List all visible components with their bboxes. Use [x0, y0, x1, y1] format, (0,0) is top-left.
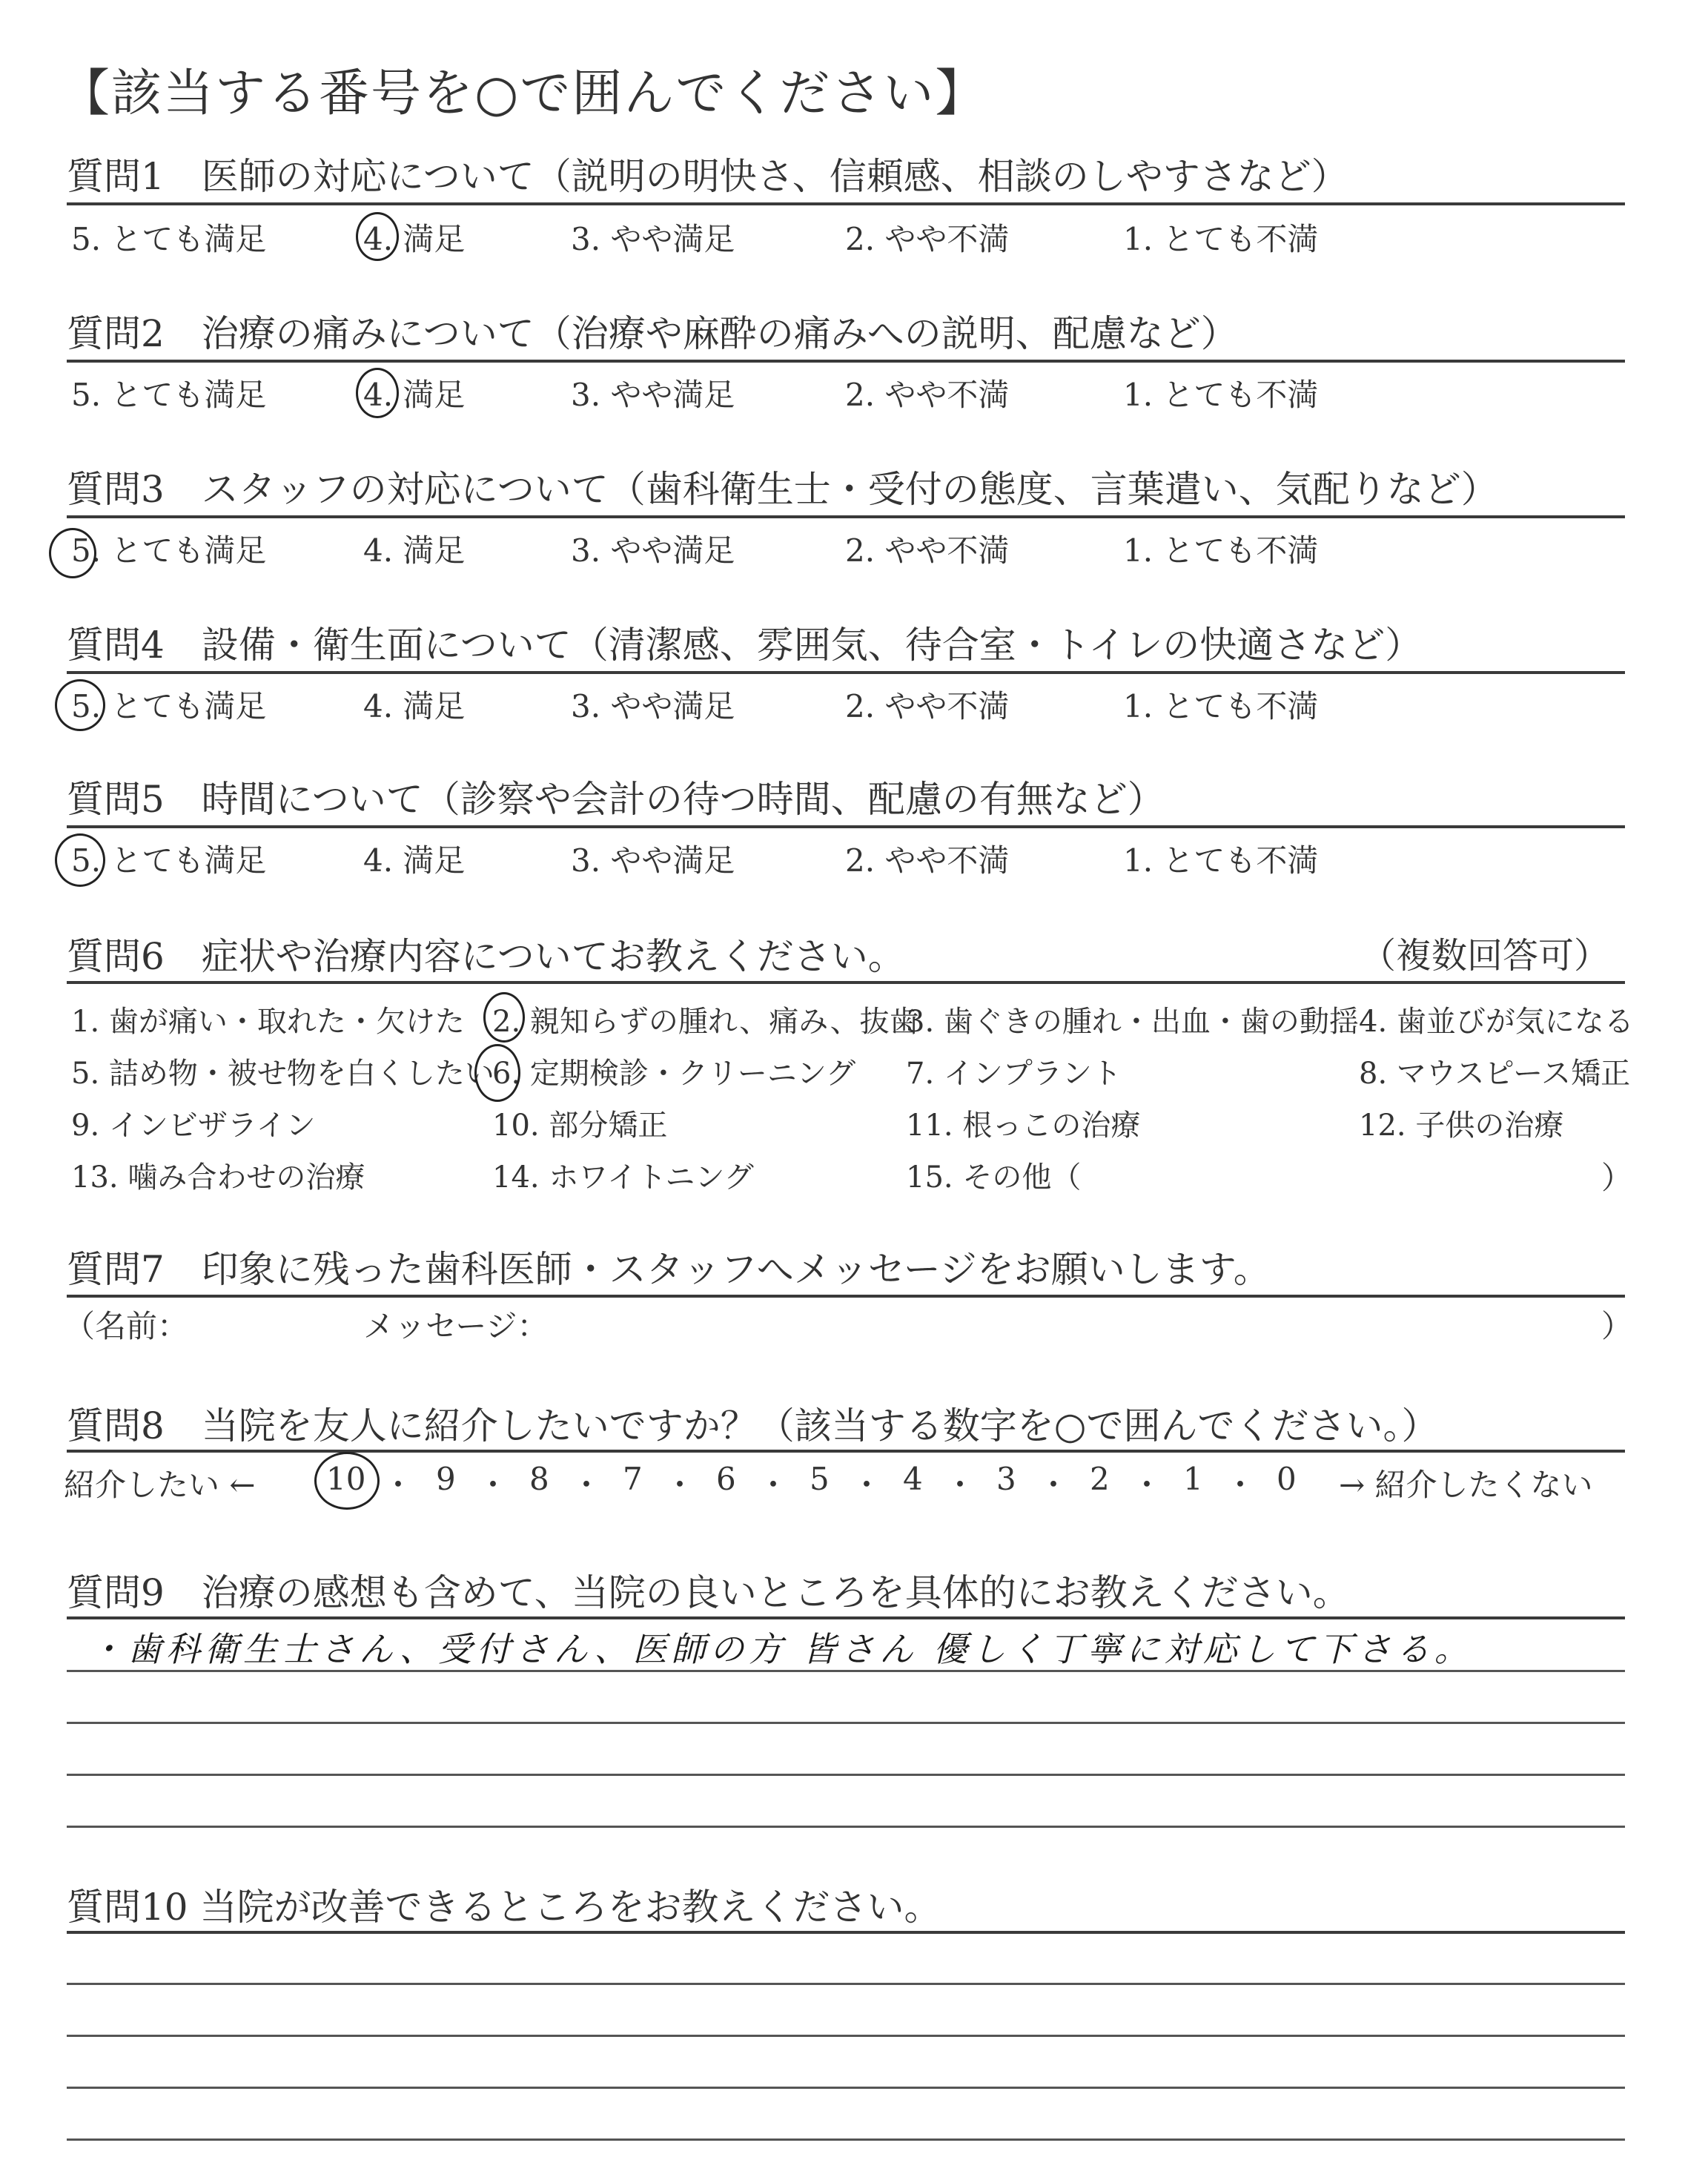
- q2-option-4[interactable]: 4. 満足: [363, 377, 466, 413]
- question-6-rule: [67, 981, 1625, 984]
- q6-option-5[interactable]: 5. 詰め物・被せ物を白くしたい: [71, 1057, 494, 1091]
- q8-sep: ・: [664, 1467, 696, 1503]
- q6-option-1[interactable]: 1. 歯が痛い・取れた・欠けた: [71, 1005, 465, 1039]
- q8-value-3[interactable]: 3: [996, 1461, 1016, 1497]
- q3-option-4[interactable]: 4. 満足: [363, 532, 466, 569]
- q1-option-4[interactable]: 4. 満足: [363, 221, 466, 257]
- instruction-heading: 【該当する番号を○で囲んでください】: [59, 65, 987, 123]
- q8-sep: ・: [944, 1467, 976, 1503]
- q4-option-3[interactable]: 3. やや満足: [571, 688, 735, 724]
- question-4-rule: [67, 671, 1625, 674]
- q3-option-3[interactable]: 3. やや満足: [571, 532, 735, 569]
- q8-sep: ・: [851, 1467, 883, 1503]
- q7-name-label: （名前：: [64, 1308, 189, 1344]
- q7-close-paren: ）: [1601, 1308, 1633, 1344]
- q8-value-6[interactable]: 6: [716, 1461, 736, 1497]
- q10-writing-line: [67, 2138, 1625, 2141]
- q7-message-label: メッセージ：: [363, 1308, 549, 1344]
- q8-value-4[interactable]: 4: [903, 1461, 923, 1497]
- q3-option-5[interactable]: 5. とても満足: [71, 532, 267, 569]
- q8-sep: ・: [758, 1467, 790, 1503]
- q10-writing-line: [67, 2035, 1625, 2037]
- q8-value-8[interactable]: 8: [529, 1461, 549, 1497]
- question-8-rule: [67, 1450, 1625, 1453]
- question-6-title: 質問6 症状や治療内容についてお教えください。: [67, 935, 905, 978]
- q8-value-7[interactable]: 7: [623, 1461, 643, 1497]
- q8-value-0[interactable]: 0: [1277, 1461, 1297, 1497]
- q8-sep: ・: [383, 1467, 414, 1503]
- q8-answer-circle: [314, 1452, 380, 1510]
- q4-option-4[interactable]: 4. 満足: [363, 688, 466, 724]
- question-8-title: 質問8 当院を友人に紹介したいですか？（該当する数字を○で囲んでください。）: [67, 1404, 1439, 1447]
- q8-value-9[interactable]: 9: [436, 1461, 456, 1497]
- q6-option-3[interactable]: 3. 歯ぐきの腫れ・出血・歯の動揺: [906, 1005, 1359, 1039]
- question-5-title: 質問5 時間について（診察や会計の待つ時間、配慮の有無など）: [67, 778, 1165, 821]
- q6-option-7[interactable]: 7. インプラント: [906, 1057, 1122, 1091]
- question-7-rule: [67, 1295, 1625, 1298]
- q6-option-15[interactable]: 15. その他（: [906, 1160, 1082, 1195]
- q2-option-3[interactable]: 3. やや満足: [571, 377, 735, 413]
- q1-option-3[interactable]: 3. やや満足: [571, 221, 735, 257]
- question-3-title: 質問3 スタッフの対応について（歯科衛生士・受付の態度、言葉遣い、気配りなど）: [67, 468, 1498, 511]
- q6-multiple-note: （複数回答可）: [1360, 935, 1610, 977]
- question-1-rule: [67, 202, 1625, 205]
- q8-sep: ・: [1038, 1467, 1070, 1503]
- q6-option-6[interactable]: 6. 定期検診・クリーニング: [492, 1057, 856, 1091]
- q6-answer-circle-2: [483, 992, 525, 1043]
- q6-option-10[interactable]: 10. 部分矯正: [492, 1109, 668, 1143]
- q6-option-14[interactable]: 14. ホワイトニング: [492, 1160, 754, 1195]
- question-10-title: 質問10 当院が改善できるところをお教えください。: [67, 1886, 941, 1929]
- q2-option-1[interactable]: 1. とても不満: [1123, 377, 1319, 413]
- q4-answer-circle: [55, 679, 105, 731]
- question-4-title: 質問4 設備・衛生面について（清潔感、雰囲気、待合室・トイレの快適さなど）: [67, 624, 1423, 667]
- q1-option-1[interactable]: 1. とても不満: [1123, 221, 1319, 257]
- q9-writing-line: [67, 1774, 1625, 1776]
- q1-option-2[interactable]: 2. やや不満: [845, 221, 1010, 257]
- q10-writing-line: [67, 1983, 1625, 1985]
- q2-option-2[interactable]: 2. やや不満: [845, 377, 1010, 413]
- q5-option-3[interactable]: 3. やや満足: [571, 842, 735, 879]
- q8-sep: ・: [477, 1467, 509, 1503]
- q6-other-close-paren: ）: [1601, 1160, 1633, 1196]
- q5-option-1[interactable]: 1. とても不満: [1123, 842, 1319, 879]
- q6-option-4[interactable]: 4. 歯並びが気になる: [1359, 1005, 1634, 1039]
- q9-writing-line: [67, 1826, 1625, 1828]
- q3-option-1[interactable]: 1. とても不満: [1123, 532, 1319, 569]
- q6-option-12[interactable]: 12. 子供の治療: [1359, 1109, 1564, 1143]
- q10-writing-line: [67, 2087, 1625, 2089]
- q5-answer-circle: [55, 833, 105, 887]
- question-9-rule: [67, 1616, 1625, 1619]
- q6-option-13[interactable]: 13. 噛み合わせの治療: [71, 1160, 365, 1195]
- q6-option-8[interactable]: 8. マウスピース矯正: [1359, 1057, 1631, 1091]
- q8-sep: ・: [1131, 1467, 1163, 1503]
- q5-option-2[interactable]: 2. やや不満: [845, 842, 1010, 879]
- question-2-rule: [67, 360, 1625, 363]
- question-5-rule: [67, 825, 1625, 828]
- q9-handwritten-answer: ・歯科衛生士さん、受付さん、医師の方 皆さん 優しく丁寧に対応して下さる。: [89, 1629, 1473, 1669]
- q8-value-10[interactable]: 10: [326, 1461, 366, 1497]
- q6-option-2[interactable]: 2. 親知らずの腫れ、痛み、抜歯: [492, 1005, 919, 1039]
- q6-answer-circle-6: [474, 1044, 520, 1102]
- question-2-title: 質問2 治療の痛みについて（治療や麻酔の痛みへの説明、配慮など）: [67, 312, 1238, 355]
- q5-option-5[interactable]: 5. とても満足: [71, 842, 267, 879]
- q3-answer-circle: [49, 528, 96, 578]
- q6-option-9[interactable]: 9. インビザライン: [71, 1109, 316, 1143]
- question-1-title: 質問1 医師の対応について（説明の明快さ、信頼感、相談のしやすさなど）: [67, 155, 1348, 198]
- q1-option-5[interactable]: 5. とても満足: [71, 221, 267, 257]
- q8-left-label: 紹介したい ←: [64, 1467, 256, 1503]
- q3-option-2[interactable]: 2. やや不満: [845, 532, 1010, 569]
- q4-option-2[interactable]: 2. やや不満: [845, 688, 1010, 724]
- q4-option-1[interactable]: 1. とても不満: [1123, 688, 1319, 724]
- q8-right-label: → 紹介したくない: [1339, 1467, 1593, 1503]
- q8-value-2[interactable]: 2: [1090, 1461, 1110, 1497]
- q1-answer-circle: [356, 212, 399, 261]
- question-3-rule: [67, 515, 1625, 518]
- q5-option-4[interactable]: 4. 満足: [363, 842, 466, 879]
- q8-sep: ・: [571, 1467, 603, 1503]
- q6-option-11[interactable]: 11. 根っこの治療: [906, 1109, 1141, 1143]
- q2-answer-circle: [356, 368, 399, 418]
- question-7-title: 質問7 印象に残った歯科医師・スタッフへメッセージをお願いします。: [67, 1248, 1271, 1291]
- q9-writing-line: [67, 1722, 1625, 1724]
- q8-value-5[interactable]: 5: [810, 1461, 830, 1497]
- q4-option-5[interactable]: 5. とても満足: [71, 688, 267, 724]
- question-9-title: 質問9 治療の感想も含めて、当院の良いところを具体的にお教えください。: [67, 1571, 1350, 1614]
- q8-sep: ・: [1225, 1467, 1257, 1503]
- question-10-rule: [67, 1931, 1625, 1934]
- q8-value-1[interactable]: 1: [1183, 1461, 1203, 1497]
- q2-option-5[interactable]: 5. とても満足: [71, 377, 267, 413]
- q9-writing-line: [67, 1670, 1625, 1672]
